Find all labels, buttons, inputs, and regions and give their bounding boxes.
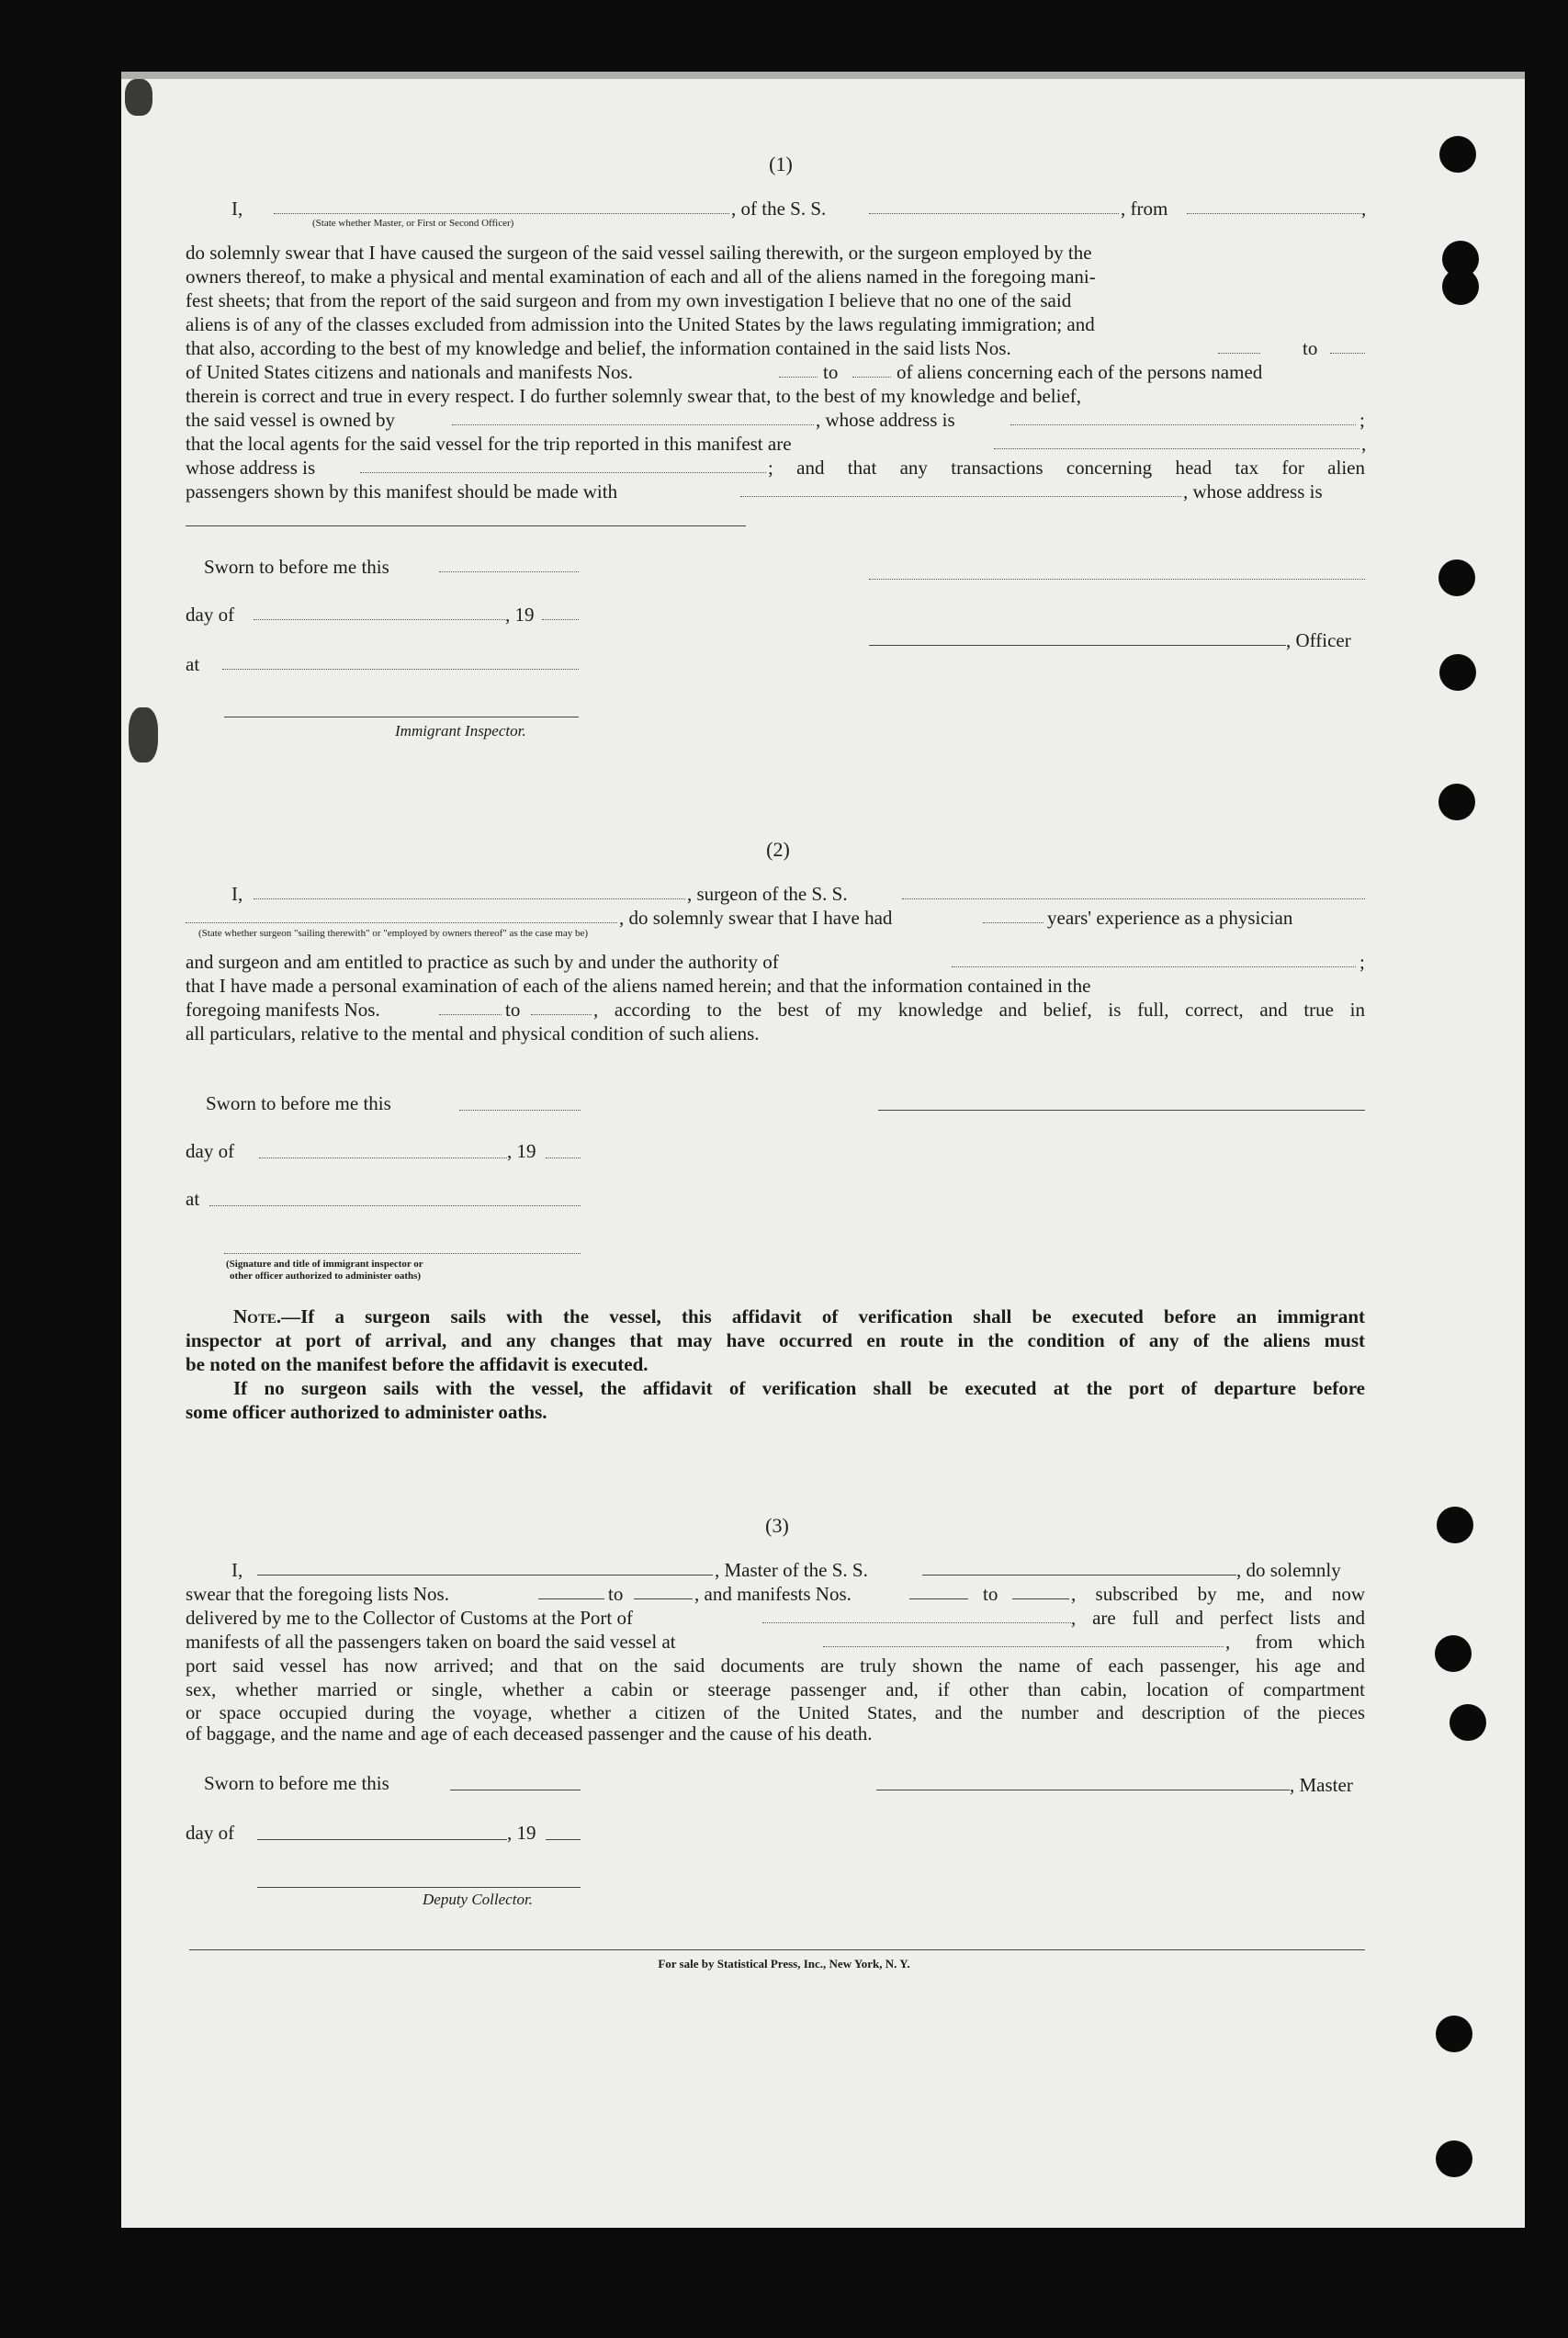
s1-agents-line [994,448,1359,449]
punch-hole [1435,1635,1472,1672]
s2-surgeon-of: , surgeon of the S. S. [687,883,848,905]
s1-year-line [542,619,579,620]
s3-i: I, [231,1559,243,1581]
s1-citizens-b: to [823,361,839,383]
s3-delivered: delivered by me to the Collector of Customs at the Port of [186,1607,633,1629]
s3-full-perfect: , are full and perfect lists and [1071,1607,1365,1629]
s2-years-line [983,922,1043,923]
s3-master: , Master [1290,1774,1353,1796]
s1-at: at [186,653,200,675]
s3-deputy-line [257,1887,581,1888]
s1-para-line-4: aliens is of any of the classes excluded from admission into the United States by the laws regulating immigration; and [186,313,1095,335]
s1-to: to [1303,337,1318,359]
s1-day-of: day of [186,604,235,626]
s1-day-line [254,619,505,620]
s1-immigrant-inspector: Immigrant Inspector. [395,722,526,740]
s2-foregoing-from [439,1014,502,1015]
section-2-heading: (2) [766,838,790,861]
s1-whose-address-3: , whose address is [1183,480,1323,503]
s1-ship-line [869,213,1119,214]
s2-caption: (State whether surgeon "sailing therewith" or "employed by owners thereof" as the case may be) [198,928,589,939]
punch-hole [1438,784,1475,820]
s3-nineteen: , 19 [507,1822,536,1844]
s1-whose-address: , whose address is [816,409,955,431]
s1-agents-address-line [360,472,766,473]
top-edge-shadow [121,72,1525,79]
punch-hole [1438,559,1475,596]
s2-sailing-line [186,922,617,923]
s1-citizens-from [779,377,818,378]
s2-name-line [254,898,685,899]
s3-lists-to [634,1598,693,1599]
s3-swear-lists: swear that the foregoing lists Nos. [186,1583,449,1605]
s3-year-line [546,1839,581,1840]
s2-day-of: day of [186,1140,235,1162]
s2-examined: that I have made a personal examination of each of the aliens named herein; and that the information contained in the [186,975,1091,997]
s2-sworn: Sworn to before me this [206,1092,391,1114]
s1-whose-address-2: whose address is [186,457,316,479]
s2-nineteen: , 19 [507,1140,536,1162]
s3-subscribed: , subscribed by me, and now [1071,1583,1365,1605]
s1-head-tax-line [740,496,1181,497]
s3-sworn: Sworn to before me this [204,1772,389,1794]
s2-semicolon: ; [1359,951,1365,973]
s2-signature-line [878,1110,1365,1111]
s1-at-line [222,669,579,670]
s3-manifests-to [1012,1598,1069,1599]
s2-note-label: Note. [233,1305,282,1327]
s1-signature-line [869,579,1365,580]
punch-hole [1442,268,1479,305]
s1-sworn-line [439,571,579,572]
s1-para-line-2: owners thereof, to make a physical and mental examination of each and all of the aliens named in the foregoing mani- [186,265,1096,288]
s3-deputy-collector: Deputy Collector. [423,1891,533,1908]
s1-lists-to [1330,353,1365,354]
s2-sworn-line [459,1110,581,1111]
s1-officer-line [869,645,1286,646]
footer-imprint: For sale by Statistical Press, Inc., New York, N. Y. [658,1957,910,1971]
s2-foregoing-to [531,1014,592,1015]
s3-solemnly: , do solemnly [1236,1559,1341,1581]
footer-rule [189,1949,1365,1950]
s3-manifests: manifests of all the passengers taken on board the said vessel at [186,1631,676,1653]
ink-smudge [129,707,158,762]
s3-line-c: or space occupied during the voyage, whether a citizen of the United States, and the number and description of the pieces [186,1703,1365,1723]
s1-para-line-5: that also, according to the best of my knowledge and belief, the information contained in the said lists Nos. [186,337,1011,359]
s3-and-manifests: , and manifests Nos. [694,1583,852,1605]
s2-note-text-1: —If a surgeon sails with the vessel, this affidavit of verification shall be executed before an immigrant [281,1305,1365,1327]
s1-final-address-line [186,525,746,526]
s3-ship-line [922,1575,1236,1576]
s3-line-b: sex, whether married or single, whether a cabin or steerage passenger and, if other than cabin, location of compartment [186,1678,1365,1700]
s2-ship-line [902,898,1365,899]
s3-line-a: port said vessel has now arrived; and that on the said documents are truly shown the name of each passenger, his age and [186,1655,1365,1677]
s2-according: , according to the best of my knowledge and belief, is full, correct, and true in [593,999,1365,1021]
s2-note-2: inspector at port of arrival, and any changes that may have occurred en route in the condition of any of the aliens must [186,1329,1365,1351]
section-1-heading: (1) [769,152,793,175]
s1-nineteen: , 19 [505,604,535,626]
s2-to: to [505,999,521,1021]
s2-particulars: all particulars, relative to the mental and physical condition of such aliens. [186,1022,760,1045]
s2-sig-caption-2: other officer authorized to administer oaths) [230,1271,422,1282]
s2-sig-caption-1: (Signature and title of immigrant inspector or [226,1259,423,1270]
s2-authority: and surgeon and am entitled to practice as such by and under the authority of [186,951,779,973]
s2-note-3: be noted on the manifest before the affidavit is executed. [186,1353,649,1375]
punch-hole [1439,136,1476,173]
punch-hole [1450,1704,1486,1741]
s1-i: I, [231,198,243,220]
s2-note-1 [186,1305,1365,1328]
s3-day-line [257,1839,507,1840]
punch-hole [1439,654,1476,691]
s2-at-line [209,1205,581,1206]
s1-citizens-to [852,377,891,378]
s2-at: at [186,1188,200,1210]
s3-name-line [257,1575,713,1576]
s1-semicolon: ; [1359,409,1365,431]
s1-name-line [274,213,729,214]
s1-owner-address-line [1010,424,1356,425]
section-3-heading: (3) [765,1514,789,1537]
ink-smudge [125,79,152,116]
s1-para2: therein is correct and true in every respect. I do further solemnly swear that, to the best of my knowledge and belief, [186,385,1081,407]
s1-lists-from [1218,353,1260,354]
punch-hole [1436,2016,1472,2052]
s3-line-d: of baggage, and the name and age of each deceased passenger and the cause of his death. [186,1722,873,1745]
s1-of-ss: , of the S. S. [731,198,827,220]
s3-port-line [762,1622,1071,1623]
s1-from: , from [1121,198,1168,220]
s1-para-line-1: do solemnly swear that I have caused the surgeon of the said vessel sailing therewith, or the surgeon employed by the [186,242,1092,264]
s1-citizens-a: of United States citizens and nationals and manifests Nos. [186,361,633,383]
punch-hole [1436,2140,1472,2177]
s2-i: I, [231,883,243,905]
s2-years: years' experience as a physician [1047,907,1293,929]
s1-owner-line [452,424,814,425]
s2-note-4: If no surgeon sails with the vessel, the affidavit of verification shall be executed at the port of departure before [233,1377,1365,1399]
s2-swear: , do solemnly swear that I have had [619,907,893,929]
s3-to-1: to [608,1583,624,1605]
s1-local-agents: that the local agents for the said vessel for the trip reported in this manifest are [186,433,792,455]
s3-from-which: , from which [1225,1631,1365,1653]
s3-lists-from [538,1598,604,1599]
s3-manifests-from [909,1598,968,1599]
s3-boarded-line [823,1646,1224,1647]
s3-to-2: to [983,1583,998,1605]
s2-official-line [224,1253,581,1254]
punch-hole [1437,1507,1473,1543]
s1-officer: , Officer [1286,629,1351,651]
s1-agents-comma: , [1361,433,1367,455]
s1-para-line-3: fest sheets; that from the report of the said surgeon and from my own investigation I believe that no one of the said [186,289,1072,311]
s1-comma: , [1361,198,1367,220]
s1-citizens-c: of aliens concerning each of the persons named [897,361,1263,383]
s1-passengers: passengers shown by this manifest should be made with [186,480,618,503]
s1-head-tax: ; and that any transactions concerning head tax for alien [768,457,1365,479]
s1-caption: (State whether Master, or First or Second Officer) [312,218,514,229]
s2-foregoing: foregoing manifests Nos. [186,999,380,1021]
s2-note-5: some officer authorized to administer oaths. [186,1401,547,1423]
s2-authority-line [952,966,1356,967]
s1-sworn: Sworn to before me this [204,556,389,578]
s3-master-of: , Master of the S. S. [715,1559,868,1581]
s1-owned-by: the said vessel is owned by [186,409,396,431]
s3-day-of: day of [186,1822,235,1844]
s1-from-line [1187,213,1361,214]
